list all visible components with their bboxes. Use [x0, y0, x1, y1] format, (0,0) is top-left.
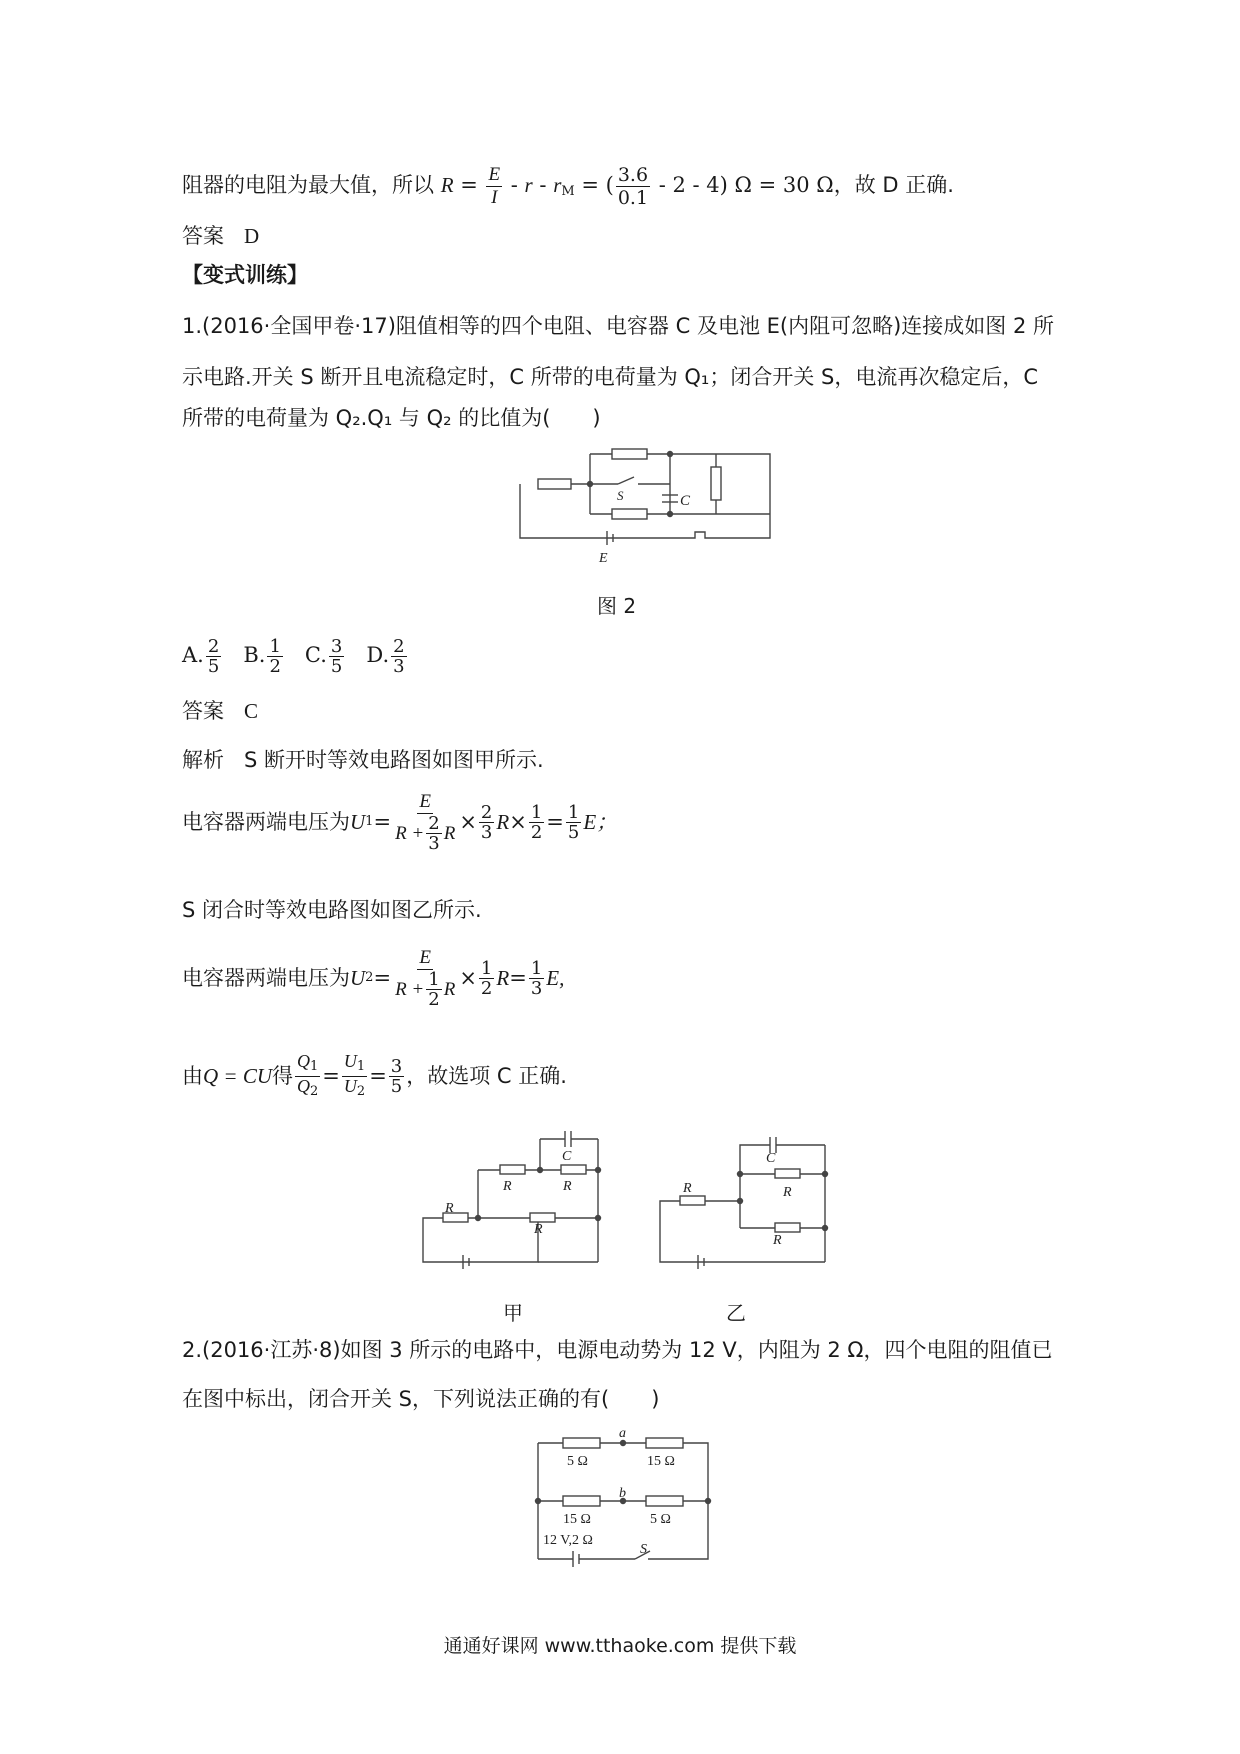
sub: 1 [310, 1058, 319, 1074]
text: 得 [272, 1064, 294, 1088]
expr: - 2 - 4) Ω = 30 Ω， [652, 173, 855, 197]
fraction [389, 1057, 404, 1096]
numerator [295, 1052, 320, 1077]
text: 由 [182, 1064, 203, 1088]
numerator: E [419, 791, 431, 812]
sub: 1 [356, 1058, 366, 1074]
denominator [393, 970, 457, 1009]
q1-line-1: 1.(2016·全国甲卷·17)阻值相等的四个电阻、电容器 C 及电池 E(内阻可忽略)连接成如图 2 所 [182, 314, 1054, 338]
circuit-figure-jia [423, 1125, 603, 1275]
denominator [295, 1077, 320, 1101]
analysis-label: 解析 [182, 748, 224, 772]
sub: 1 [365, 814, 374, 829]
label-5ohm: 5 Ω [567, 1454, 588, 1469]
numerator [342, 1052, 367, 1077]
label-a: a [619, 1426, 626, 1441]
answer-label: 答案 [182, 699, 224, 723]
equals: = [373, 810, 392, 834]
option-fraction [267, 637, 282, 676]
label-source: 12 V,2 Ω [543, 1533, 593, 1548]
label-15ohm: 15 Ω [563, 1512, 591, 1527]
option-C [304, 636, 346, 677]
var-U: U [350, 966, 366, 990]
tail: E； [583, 810, 618, 834]
label-C: C [766, 1151, 776, 1166]
denominator: 2 [428, 989, 440, 1010]
label-b: b [619, 1486, 626, 1501]
circuit-figure-3 [538, 1437, 718, 1577]
var-R: R [496, 810, 510, 834]
numerator: 1 [567, 801, 580, 823]
numerator: 3.6 [617, 164, 649, 186]
u2-formula [182, 948, 564, 1008]
denominator: 0.1 [617, 187, 649, 209]
numerator: E [488, 164, 501, 185]
q2-line-2: 在图中标出，闭合开关 S，下列说法正确的有( ) [182, 1387, 660, 1411]
u1-formula [182, 792, 617, 852]
text: 电容器两端电压为 [182, 810, 350, 834]
label-R: R [534, 1222, 543, 1237]
label-R: R [773, 1233, 782, 1248]
conclusion-formula [182, 1048, 567, 1104]
label-15ohm: 15 Ω [647, 1454, 675, 1469]
label-R: R [563, 1179, 572, 1194]
option-letter: A. [182, 643, 204, 667]
figure-jia-caption: 甲 [503, 1301, 523, 1325]
times: × [459, 810, 477, 834]
den-R: R + [395, 978, 425, 1000]
text: 故 D 正确. [854, 173, 954, 197]
fraction-U [342, 1052, 367, 1101]
denominator: 3 [480, 821, 493, 843]
minus: - [510, 173, 525, 197]
equals: = [546, 810, 564, 834]
footer: 通通好课网 www.tthaoke.com 提供下载 [443, 1635, 797, 1657]
answer-1 [182, 223, 259, 249]
solution-line-1 [182, 164, 954, 209]
tail: E, [546, 966, 565, 990]
sub: 2 [365, 970, 374, 985]
times: × [509, 810, 527, 834]
equals: = [373, 966, 392, 990]
denominator: 5 [330, 656, 343, 677]
text: 电容器两端电压为 [182, 966, 350, 990]
sub: 2 [310, 1083, 319, 1099]
denominator: 2 [269, 656, 281, 677]
answer-value: D [244, 224, 260, 248]
label-R: R [783, 1185, 792, 1200]
fraction [479, 959, 494, 998]
numerator: 2 [207, 636, 220, 657]
var: Q [297, 1075, 311, 1096]
label-C: C [562, 1149, 572, 1164]
option-fraction [329, 637, 344, 676]
den-fraction [426, 970, 441, 1009]
denominator [393, 814, 457, 853]
equals: = [322, 1064, 340, 1088]
q2-line-1: 2.(2016·江苏·8)如图 3 所示的电路中，电源电动势为 12 V，内阻为 2 Ω，四个电阻的阻值已 [182, 1338, 1053, 1362]
den-fraction [426, 814, 441, 853]
numerator: 2 [480, 801, 493, 823]
text: ，故选项 C 正确. [406, 1064, 567, 1088]
numerator: 3 [390, 1055, 403, 1077]
denominator: 3 [530, 977, 543, 999]
option-B [243, 636, 285, 677]
option-A [182, 636, 223, 677]
analysis-text: S 断开时等效电路图如图甲所示. [244, 748, 544, 772]
denominator: 5 [567, 821, 580, 843]
circuit-figure-yi [660, 1125, 830, 1275]
numerator: 2 [428, 813, 440, 834]
denominator: 3 [428, 833, 440, 854]
den-R: R + [395, 822, 425, 844]
fraction-E-I [486, 164, 502, 209]
den-R2: R [443, 822, 456, 844]
var-R: R [496, 966, 510, 990]
numerator: E [419, 947, 431, 968]
numerator: 1 [480, 957, 493, 979]
minus: - [532, 173, 554, 197]
numerator: 1 [428, 969, 440, 990]
option-letter: C. [304, 643, 327, 667]
label-S: S [617, 488, 624, 503]
var-U: U [350, 810, 366, 834]
numerator: 2 [393, 636, 405, 657]
q1-line-3: 所带的电荷量为 Q₂.Q₁ 与 Q₂ 的比值为( ) [182, 406, 601, 430]
label-E: E [599, 551, 608, 566]
fraction [529, 959, 544, 998]
sub-M: M [561, 184, 575, 199]
var-rM: r [553, 173, 562, 197]
label-R: R [445, 1201, 454, 1216]
analysis-line-2: S 闭合时等效电路图如图乙所示. [182, 898, 482, 922]
answer-value: C [244, 699, 259, 723]
fraction [479, 803, 494, 842]
answer-2 [182, 698, 258, 724]
label-R: R [683, 1181, 692, 1196]
denominator: 2 [530, 821, 543, 843]
denominator: 5 [390, 1075, 403, 1097]
analysis-line-1 [182, 747, 544, 773]
equals: = [453, 173, 485, 197]
label-C: C [680, 493, 691, 509]
var: U [343, 1050, 357, 1071]
sub: 2 [356, 1083, 366, 1099]
denominator: 5 [207, 656, 220, 677]
den-R2: R [443, 978, 456, 1000]
option-letter: B. [243, 643, 266, 667]
denominator [342, 1077, 367, 1101]
var-R: R [440, 173, 454, 197]
times: × [459, 966, 477, 990]
figure-2-caption: 图 2 [597, 594, 637, 618]
denominator: 3 [393, 656, 405, 677]
denominator: I [491, 187, 498, 208]
q1-options [182, 637, 409, 676]
label-5ohm: 5 Ω [650, 1512, 671, 1527]
variation-heading: 【变式训练】 [182, 263, 308, 287]
numerator: 1 [269, 636, 281, 657]
var: U [343, 1075, 357, 1096]
numerator: 3 [330, 636, 343, 657]
fraction-3.6-0.1 [616, 164, 650, 209]
option-fraction [391, 637, 406, 676]
numerator: 1 [530, 957, 543, 979]
expr: Q = CU [203, 1064, 273, 1088]
fraction-main [393, 791, 457, 853]
text: 阻器的电阻为最大值，所以 [182, 173, 434, 197]
option-D [366, 636, 408, 677]
label-R: R [503, 1179, 512, 1194]
fraction-main [393, 947, 457, 1009]
label-S: S [640, 1542, 647, 1557]
var: Q [297, 1050, 311, 1071]
answer-label: 答案 [182, 224, 224, 248]
option-letter: D. [366, 643, 390, 667]
q1-line-2: 示电路.开关 S 断开且电流稳定时，C 所带的电荷量为 Q₁；闭合开关 S，电流再次稳定后，C [182, 365, 1038, 389]
denominator: 2 [480, 977, 493, 999]
fraction [566, 803, 581, 842]
equals: = [509, 966, 527, 990]
option-fraction [206, 637, 221, 676]
fraction [529, 803, 544, 842]
fraction-Q [295, 1052, 320, 1101]
figure-yi-caption: 乙 [726, 1301, 746, 1325]
equals: = [369, 1064, 387, 1088]
numerator: 1 [530, 801, 543, 823]
equals: = ( [574, 173, 614, 197]
circuit-figure-2 [520, 446, 760, 586]
var-r: r [524, 173, 533, 197]
